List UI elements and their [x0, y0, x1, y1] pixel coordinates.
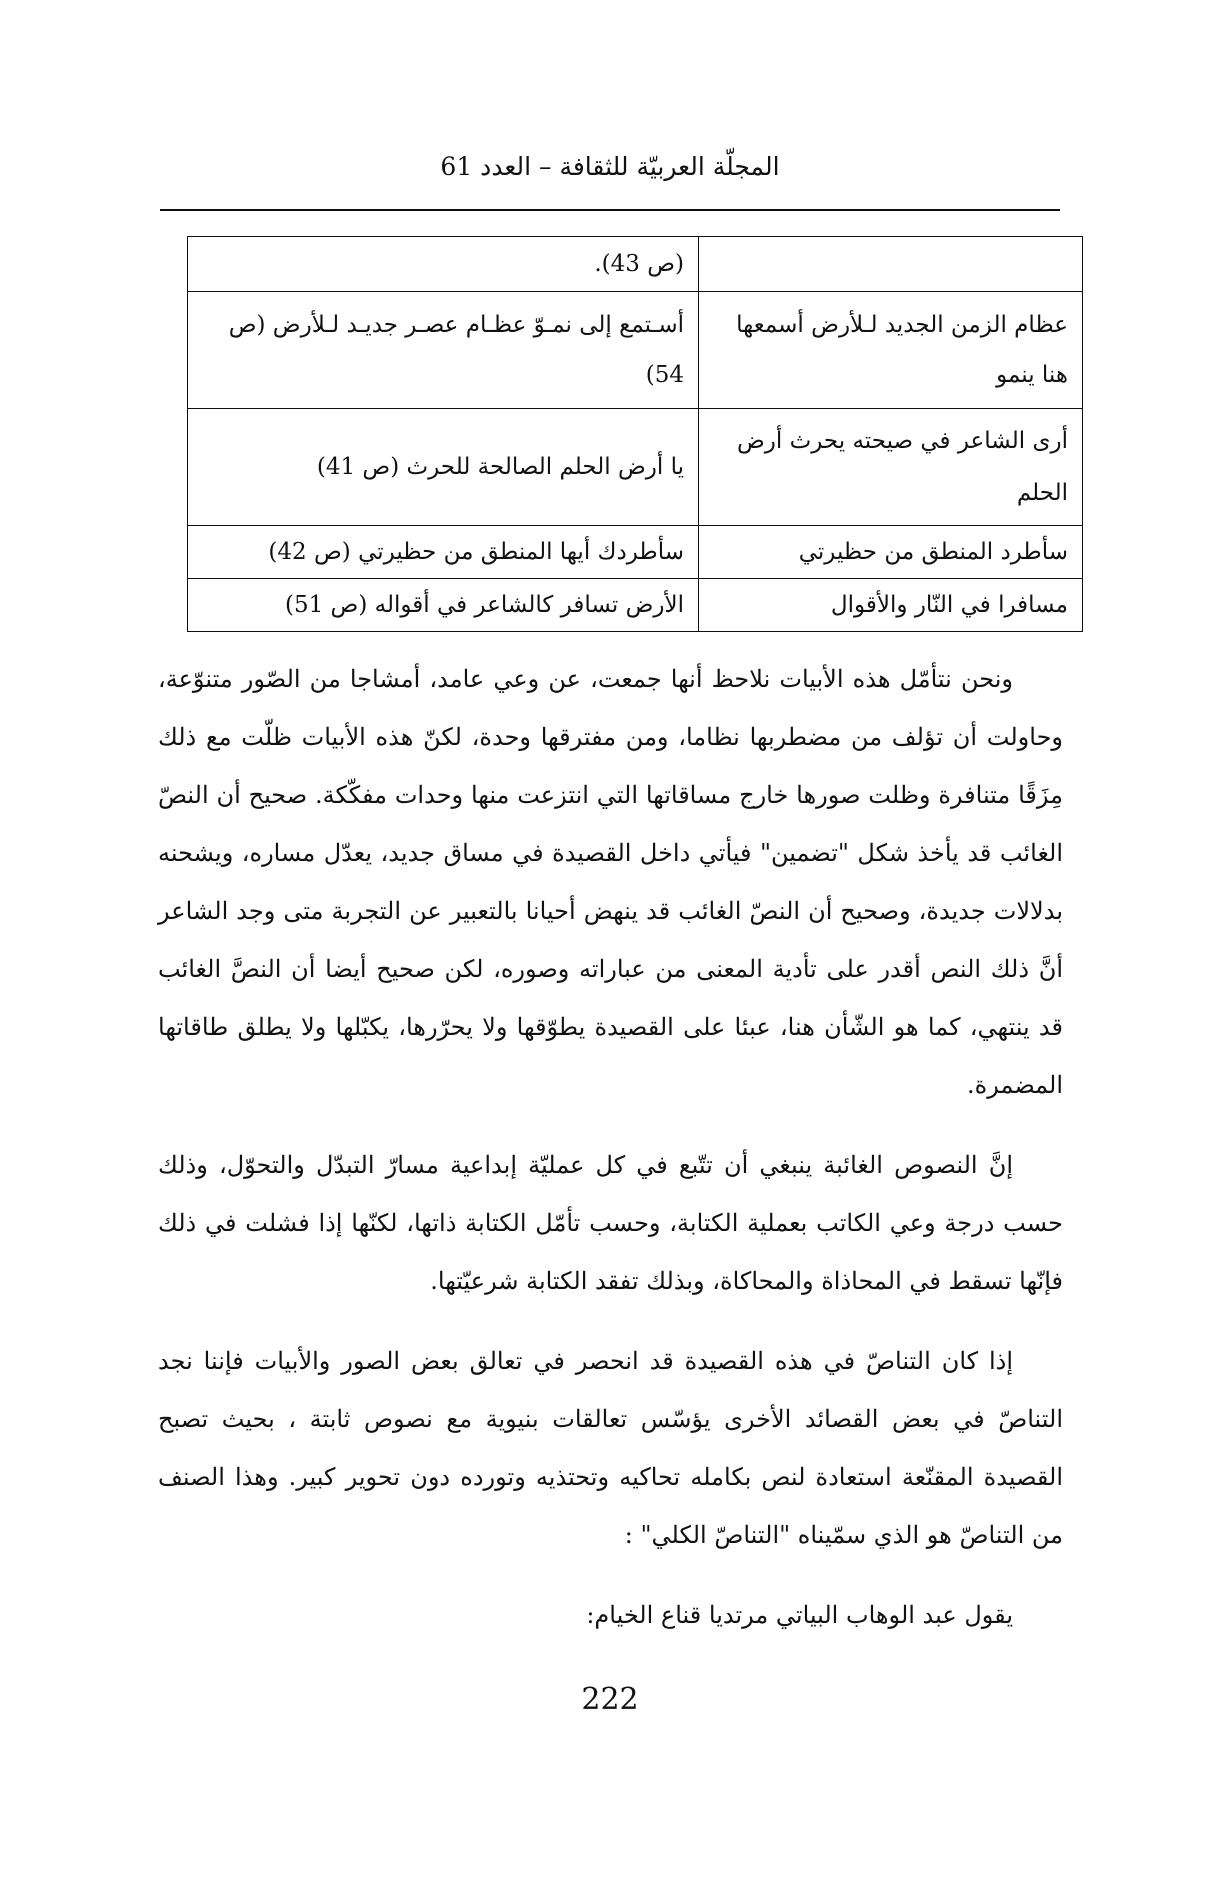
table-cell-right: أرى الشاعر في صيحته يحرث أرض الحلم: [699, 409, 1083, 526]
paragraph: ونحن نتأمّل هذه الأبيات نلاحظ أنها جمعت، عن وعي عامد، أمشاجا من الصّور متنوّعة، وحاولت أن تؤلف من مضطربها نظاما، ومن مفترقها وحدة، لكنّ هذه الأبيات ظلّت مع ذلك مِزَقًا متنافرة وظلت صورها خارج مساقاتها التي انتزعت منها وحدات مفكّكة. صحيح أن النصّ الغائب قد يأخذ شكل "تضمين" فيأتي داخل القصيدة في مساق جديد، يعدّل مساره، ويشحنه بدلالات جديدة، وصحيح أن النصّ الغائب قد ينهض أحيانا بالتعبير عن التجربة متى وجد الشاعر أنَّ ذلك النص أقدر على تأدية المعنى من عباراته وصوره، لكن صحيح أيضا أن النصَّ الغائب قد ينتهي، كما هو الشّأن هنا، عبئا على القصيدة يطوّقها ولا يحرّرها، يكبّلها ولا يطلق طاقاتها المضمرة.: [158, 665, 1064, 1099]
table-row: [188, 526, 1083, 579]
page-number: 222: [581, 1682, 639, 1717]
paragraph: إذا كان التناصّ في هذه القصيدة قد انحصر في تعالق بعض الصور والأبيات فإننا نجد التناصّ في بعض القصائد الأخرى يؤسّس تعالقات بنيوية مع نصوص ثابتة ، بحيث تصبح القصيدة المقنّعة استعادة لنص بكامله تحاكيه وتحتذيه وتورده دون تحوير كبير. وهذا الصنف من التناصّ هو الذي سمّيناه "التناصّ الكلي" :: [158, 1347, 1063, 1549]
comparison-table: [187, 236, 1083, 632]
body-text: [158, 650, 1063, 1666]
table-cell-left: أسـتمع إلى نمـوّ عظـام عصـر جديـد لـلأرض (ص 54): [188, 292, 699, 409]
table-cell-left: الأرض تسافر كالشاعر في أقواله (ص 51): [188, 579, 699, 632]
quote-intro: يقول عبد الوهاب البياتي مرتديا قناع الخيام:: [586, 1601, 1013, 1629]
running-head: المجلّة العربيّة للثقافة – العدد 61: [440, 152, 780, 181]
table-row: [188, 579, 1083, 632]
table-row: [188, 237, 1083, 292]
header-rule: [160, 209, 1060, 211]
table-row: [188, 409, 1083, 526]
table-row: [188, 292, 1083, 409]
paragraph: إنَّ النصوص الغائبة ينبغي أن تتّبع في كل عمليّة إبداعية مسارّ التبدّل والتحوّل، وذلك حسب درجة وعي الكاتب بعملية الكتابة، وحسب تأمّل الكتابة ذاتها، لكنّها إذا فشلت في ذلك فإنّها تسقط في المحاذاة والمحاكاة، وبذلك تفقد الكتابة شرعيّتها.: [158, 1151, 1063, 1295]
table-cell-left: (ص 43).: [188, 237, 699, 292]
table-cell-right: [699, 237, 1083, 292]
table-cell-right: مسافرا في النّار والأقوال: [699, 579, 1083, 632]
table-cell-right: سأطرد المنطق من حظيرتي: [699, 526, 1083, 579]
table-cell-left: يا أرض الحلم الصالحة للحرث (ص 41): [188, 409, 699, 526]
table-cell-left: سأطردك أيها المنطق من حظيرتي (ص 42): [188, 526, 699, 579]
table-cell-right: عظام الزمن الجديد لـلأرض أسمعها هنا ينمو: [699, 292, 1083, 409]
